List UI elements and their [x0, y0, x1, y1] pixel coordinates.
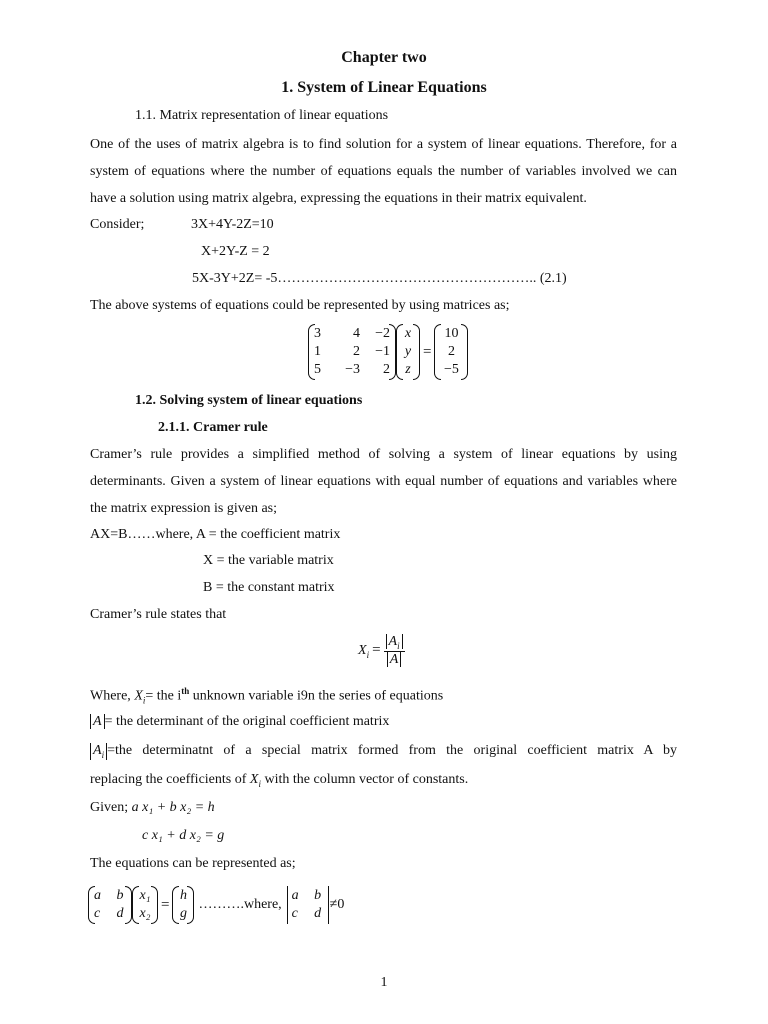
constant-vector	[434, 325, 468, 379]
b-definition: B = the constant matrix	[203, 580, 335, 595]
matrix-equation	[308, 325, 468, 379]
where-dots: ……….where,	[198, 897, 282, 912]
matrix-cell: 1	[314, 344, 321, 359]
coefficient-matrix	[308, 325, 396, 379]
replacing-line: replacing the coefficients of $X_i$ with the column vector of constants.	[90, 772, 469, 789]
ax-b-line: AX=B……where, A = the coefficient matrix	[90, 527, 341, 542]
paragraph: The above systems of equations could be represented by using matrices as;	[90, 298, 510, 313]
chapter-title: Chapter two	[341, 49, 427, 66]
represented-line: The equations can be represented as;	[90, 856, 296, 871]
equals-sign: =	[423, 343, 432, 360]
formula-lhs: $X_i$	[358, 642, 370, 660]
matrix-cell: d	[314, 906, 322, 921]
variable-vector	[396, 325, 420, 379]
matrix-cell: x₁	[139, 888, 151, 903]
subsubsection-heading: 2.1.1. Cramer rule	[158, 420, 268, 435]
matrix-cell: c	[291, 906, 298, 921]
x-definition: X = the variable matrix	[203, 553, 334, 568]
det-a-line: A = the determinant of the original coefficient matrix	[90, 714, 389, 730]
page-number: 1	[380, 975, 388, 990]
matrix-cell: 2	[383, 362, 390, 377]
matrix-cell: 3	[314, 326, 321, 341]
matrix-cell: x	[404, 326, 412, 341]
coefficient-matrix-2x2	[88, 887, 132, 923]
matrix-cell: −3	[345, 362, 360, 377]
matrix-cell: −1	[375, 344, 390, 359]
matrix-cell: a	[291, 888, 299, 903]
given-equation-2: c x₁ + d x₂ = g	[142, 828, 225, 843]
matrix-cell: y	[404, 344, 412, 359]
matrix-cell: −2	[375, 326, 390, 341]
matrix-cell: c	[94, 906, 101, 921]
matrix-cell: a	[94, 888, 101, 903]
det-ai-line: $A_i$ =the determinatnt of a special matrix formed from the original coefficient matrix A by	[90, 743, 677, 760]
given-line: Given; a x₁ + b x₂ = h	[90, 800, 215, 815]
matrix-cell: h	[179, 888, 187, 903]
matrix-cell: 5	[314, 362, 321, 377]
determinant-2x2	[286, 887, 330, 923]
equation-1: 3X+4Y-2Z=10	[191, 217, 274, 232]
cramer-statement: Cramer’s rule states that	[90, 607, 227, 622]
paragraph: Cramer’s rule provides a simplified method of solving a system of linear equations by using determinants. Given a system of linear equations with equal number of equations and variables where the matrix expression is given as;	[90, 447, 677, 516]
matrix-equation-2x2	[88, 887, 344, 923]
consider-label: Consider;	[90, 217, 145, 232]
matrix-cell: 2	[447, 344, 455, 359]
matrix-cell: b	[116, 888, 124, 903]
equation-3: 5X-3Y+2Z= -5……………………………………………….. (2.1)	[192, 271, 567, 286]
formula-fraction: $\frac{A_i}{A}$	[384, 634, 405, 668]
equation-2: X+2Y-Z = 2	[201, 244, 270, 259]
section-title: 1. System of Linear Equations	[281, 79, 487, 96]
neq-zero: ≠0	[329, 897, 345, 912]
matrix-cell: g	[179, 906, 187, 921]
constant-vector-2	[172, 887, 194, 923]
matrix-cell: z	[405, 362, 411, 377]
matrix-cell: 2	[353, 344, 360, 359]
matrix-cell: −5	[444, 362, 459, 377]
equals-sign: =	[161, 896, 170, 913]
matrix-cell: b	[314, 888, 322, 903]
paragraph: One of the uses of matrix algebra is to find solution for a system of linear equations. Therefore, for a system of equations where the number of equations equals the number of variables involved we can have a solution using matrix algebra, expressing the equations in their matrix equivalent.	[90, 137, 677, 206]
subsection-heading: 1.2. Solving system of linear equations	[135, 393, 363, 408]
matrix-cell: x₂	[139, 906, 151, 921]
matrix-cell: d	[116, 906, 124, 921]
cramer-formula: $X_i$ = $\frac{A_i}{A}$	[358, 634, 405, 668]
where-line: Where, $X_i=$ the $i^{th}$ unknown variable i9n the series of equations	[90, 686, 444, 706]
matrix-cell: 10	[444, 326, 459, 341]
matrix-cell: 4	[353, 326, 360, 341]
variable-vector-2	[132, 887, 158, 923]
subsection-heading: 1.1. Matrix representation of linear equations	[135, 108, 389, 123]
